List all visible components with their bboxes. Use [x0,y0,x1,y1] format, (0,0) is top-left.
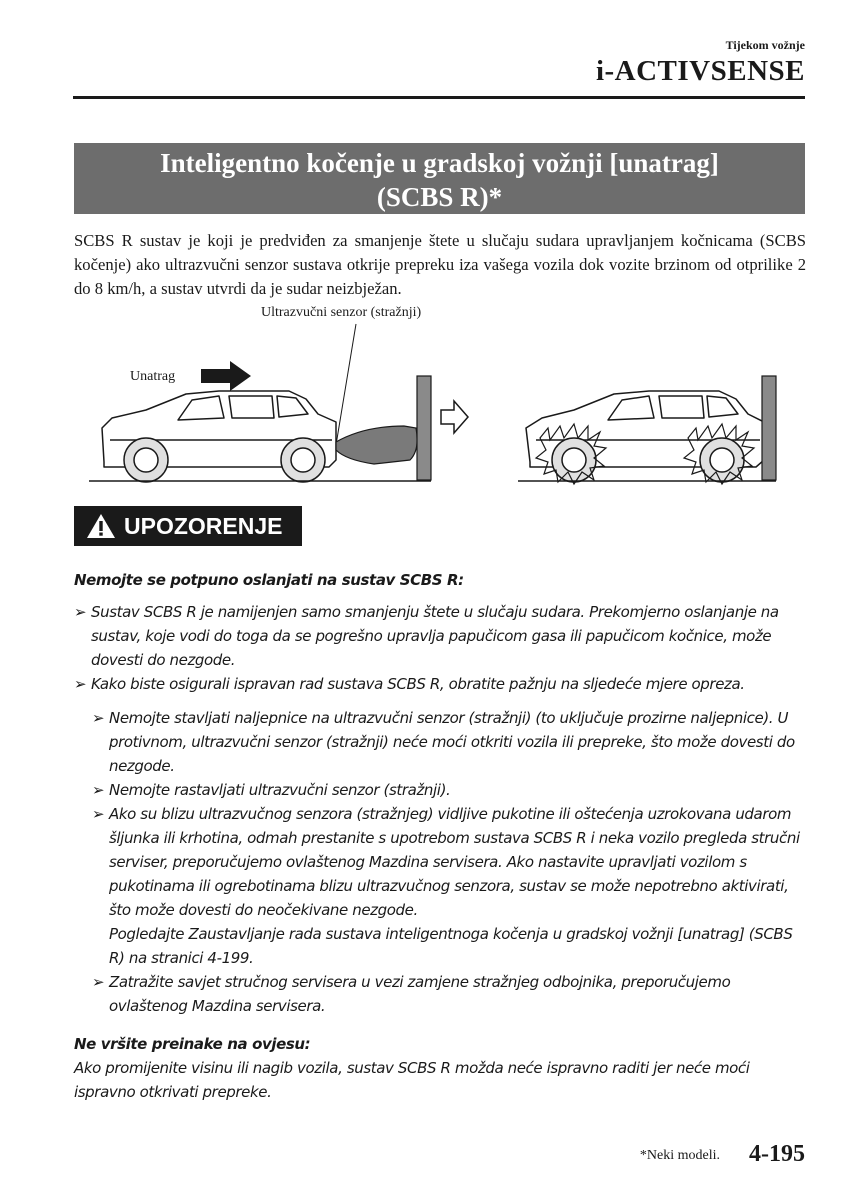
reverse-arrow-icon [201,361,251,391]
header-rule [73,96,805,99]
reverse-label: Unatrag [130,369,176,384]
scbs-illustration [74,300,806,500]
intro-paragraph: SCBS R sustav je koji je predviđen za smanjenje štete u slučaju sudara upravljanjem kočnicama (SCBS kočenje) ako ultrazvučni senzor sustava otkrije prepreku iza vašega vozila dok vozite brzinom od otprilike 2 do 8 km/h, a sustav utvrdi da je sudar neizbježan. [74,231,806,298]
car-before-icon [102,391,336,482]
warning-heading: Nemojte se potpuno oslanjati na sustav SCBS R: [74,571,464,589]
sensor-leader-line [336,324,356,445]
transition-arrow-icon [441,401,468,433]
warning-banner-label: UPOZORENJE [124,512,283,539]
warning-body [74,568,809,1104]
title-line-1: Inteligentno kočenje u gradskoj vožnji [unatrag] [160,148,719,178]
bullet-arrow-icon: ➢ [92,709,105,727]
warning-triangle-icon [86,512,116,540]
page-reference: Pogledajte Zaustavljanje rada sustava inteligentnoga kočenja u gradskoj vožnji [unatrag] (SCBS R) na stranici 4-199. [109,925,793,967]
car-after-icon [526,391,764,482]
warning-bullet: ➢ Kako biste osigurali ispravan rad sustava SCBS R, obratite pažnju na sljedeće mjere opreza. [74,672,809,696]
precaution-item: ➢ Ako su blizu ultrazvučnog senzora (stražnjeg) vidljive pukotine ili oštećenja uzrokovana udarom šljunka ili krhotina, odmah prestanite s upotrebom sustava SCBS R i neka vozilo pregleda stručni serviser, preporučujemo ovlaštenog Mazdina servisera. Ako nastavite upravljati vozilom s pukotinama ili ogrebotinama blizu ultrazvučnog senzora, sustav se može nepotrebno aktivirati, što može dovesti do neočekivane nezgode. [92,802,809,922]
precaution-item: ➢ Nemojte stavljati naljepnice na ultrazvučni senzor (stražnji) (to uključuje prozirne naljepnice). U protivnom, ultrazvučni senzor (stražnji) neće moći otkriti vozila ili prepreke, što može dovesti do nezgode. [92,706,809,778]
section-title: i-ACTIVSENSE [595,55,805,87]
bullet-arrow-icon: ➢ [74,603,87,621]
warning-banner [74,506,302,546]
title-line-2: (SCBS R)* [376,182,503,212]
obstacle-wall-left [417,376,431,480]
suspension-heading: Ne vršite preinake na ovjesu: [74,1035,311,1053]
bullet-arrow-icon: ➢ [92,973,105,991]
precaution-item: ➢ Nemojte rastavljati ultrazvučni senzor (stražnji). [92,778,809,802]
bullet-arrow-icon: ➢ [92,781,105,799]
sensor-detection-zone [336,426,417,464]
footnote: *Neki modeli. [639,1148,720,1163]
running-head: Tijekom vožnje [725,38,805,52]
precaution-list [92,706,809,1018]
precaution-item: ➢ Zatražite savjet stručnog servisera u vezi zamjene stražnjeg odbojnika, preporučujemo ovlaštenog Mazdina servisera. [92,970,809,1018]
bullet-arrow-icon: ➢ [74,675,87,693]
page-number: 4-195 [749,1141,805,1167]
warning-bullet: ➢ Sustav SCBS R je namijenjen samo smanjenju štete u slučaju sudara. Prekomjerno oslanjanje na sustav, koje vodi do toga da se pogrešno upravlja papučicom gasa ili papučicom kočnice, može dovesti do nezgode. [74,600,809,672]
obstacle-wall-right [762,376,776,480]
suspension-text: Ako promijenite visinu ili nagib vozila, sustav SCBS R možda neće ispravno raditi jer neće moći ispravno otkrivati prepreke. [74,1059,750,1101]
title-box [74,143,805,214]
bullet-arrow-icon: ➢ [92,805,105,823]
sensor-label: Ultrazvučni senzor (stražnji) [261,305,422,320]
